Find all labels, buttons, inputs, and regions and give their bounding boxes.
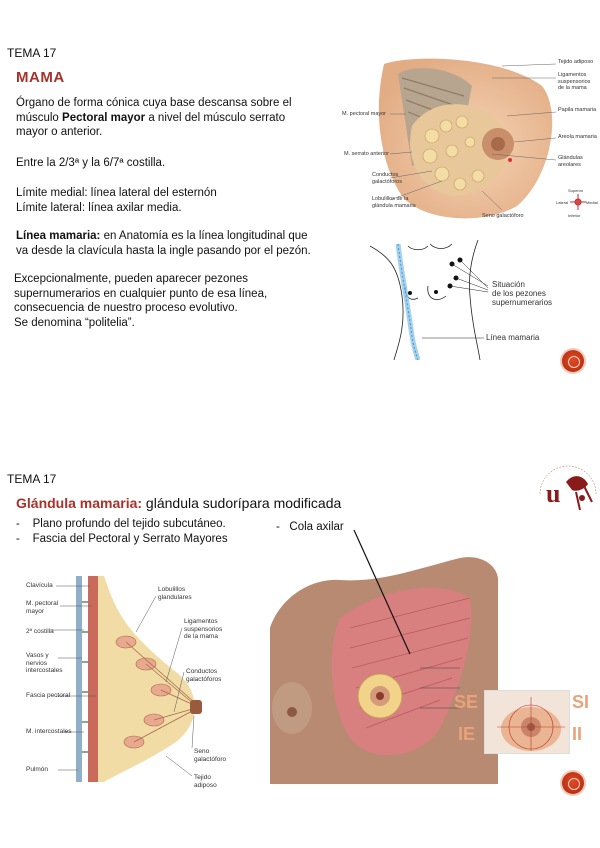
label-ligamentos-2: Ligamentos suspensorios de la mama <box>184 618 223 640</box>
linea-mamaria-text: en Anatomía es la línea longitudinal que <box>100 230 308 242</box>
slide-1-para-1 <box>16 96 356 140</box>
watermark-left-bottom: IE <box>458 724 476 744</box>
breast-anatomy-figure <box>342 56 598 224</box>
para-1-line-1: Órgano de forma cónica cuya base descansa sobre el <box>16 97 292 109</box>
label-seno-galactoforo: Seno galactóforo <box>482 213 524 219</box>
linea-mamaria-line-2: va desde la clavícula hasta la ingle pasando por el pezón. <box>16 244 311 257</box>
slide-2-title <box>16 495 341 511</box>
next-slide-button-1[interactable] <box>562 350 584 372</box>
label-linea-mamaria: Línea mamaria <box>486 333 540 342</box>
slide-1-para-4 <box>16 229 356 258</box>
watermark-right-bottom: II <box>572 724 583 744</box>
bullet-3: - Cola axilar <box>276 521 344 533</box>
breast-photo <box>484 690 570 754</box>
next-slide-button-2[interactable] <box>562 772 584 794</box>
breast-inset-figure <box>454 690 594 754</box>
label-vasos: Vasos y nervios intercostales <box>26 652 63 674</box>
label-lateral: Lateral <box>556 200 569 205</box>
title-rest: glándula sudorípara modificada <box>142 495 342 511</box>
label-conductos: Conductos galactóforos <box>372 172 402 185</box>
label-inferior: Inferior <box>568 213 581 218</box>
svg-text:u: u <box>546 479 561 508</box>
breast-photo-illustration <box>485 691 571 755</box>
situacion-line-1: Situación <box>492 280 525 289</box>
bullet-1: - Plano profundo del tejido subcutáneo. <box>16 518 226 530</box>
bullet-2: - Fascia del Pectoral y Serrato Mayores <box>16 533 228 545</box>
label-papila: Papila mamaria <box>558 107 597 113</box>
label-pulmon: Pulmón <box>26 766 49 773</box>
linea-mamaria-line-1 <box>16 229 356 244</box>
limite-lateral: Límite lateral: línea axilar media. <box>16 201 182 214</box>
bullet-2-text: Fascia del Pectoral y Serrato Mayores <box>32 533 228 545</box>
label-tejido-2: Tejido adiposo <box>194 774 217 789</box>
para-1-line-3: mayor o anterior. <box>16 126 103 138</box>
bullet-1-text: Plano profundo del tejido subcutáneo. <box>32 518 226 530</box>
label-intercostales: M. intercostales <box>26 728 72 735</box>
slide-1-para-5 <box>14 272 267 330</box>
slide-1-title: MAMA <box>16 69 65 86</box>
label-glandulas-areolares: Glándulas areolares <box>558 155 583 168</box>
label-costilla: 2ª costilla <box>26 628 54 635</box>
politelia-line-3: consecuencia de nuestro proceso evolutivo. <box>14 302 238 314</box>
label-lobulillos: Lobulillos de la glándula mamaria <box>372 196 416 209</box>
politelia-line-2: supernumerarios en cualquier punto de esa línea, <box>14 287 268 300</box>
label-conductos-2: Conductos galactóforos <box>186 668 222 683</box>
pectoral-mayor-bold: Pectoral mayor <box>62 111 146 124</box>
label-superior: Superior <box>568 188 584 193</box>
linea-mamaria-bold: Línea mamaria: <box>16 230 101 242</box>
limite-medial: Límite medial: línea lateral del esternón <box>16 187 217 199</box>
para-1-text: músculo <box>16 111 63 124</box>
label-serrato: M. serrato anterior <box>344 151 389 157</box>
label-pectoral-mayor-2: M. pectoral mayor <box>26 600 59 615</box>
sagittal-section-figure <box>26 572 227 789</box>
label-ligamentos: Ligamentos suspensorios de la mama <box>558 72 591 91</box>
label-fascia: Fascia pectoral <box>26 692 71 699</box>
bullet-3-text: Cola axilar <box>289 521 344 533</box>
label-seno-2: Seno galactóforo <box>194 748 227 763</box>
mammary-line-figure <box>368 236 568 360</box>
politelia-line-4: Se denomina “politelia”. <box>14 316 135 329</box>
glandula-mamaria-bold: Glándula mamaria: <box>16 495 143 511</box>
label-clavicula: Clavícula <box>26 582 53 589</box>
slide-2-tema: TEMA 17 <box>7 472 57 486</box>
para-1-line-2 <box>16 111 356 126</box>
label-pectoral-mayor: M. pectoral mayor <box>342 111 387 117</box>
slide-1-para-3 <box>16 186 217 215</box>
watermark-left-top: SE <box>454 692 479 712</box>
bullet-list <box>16 517 228 547</box>
watermark-right-top: SI <box>572 692 590 712</box>
university-seal-icon <box>536 462 600 526</box>
politelia-line-1: Excepcionalmente, pueden aparecer pezones <box>14 273 248 285</box>
situacion-line-2: de los pezones <box>492 289 546 298</box>
para-1-text-2: a nivel del músculo serrato <box>145 111 286 124</box>
slide-1-para-2: Entre la 2/3ª y la 6/7ª costilla. <box>16 157 166 169</box>
label-medial: Medial <box>586 200 598 205</box>
label-lobulillos-2: Lobulillos glandulares <box>158 586 192 601</box>
label-tejido-adiposo: Tejido adiposo <box>558 59 594 65</box>
label-areola: Areola mamaria <box>558 134 597 140</box>
slide-1-tema: TEMA 17 <box>7 46 57 60</box>
university-logo <box>536 462 600 526</box>
label-situacion <box>492 280 552 307</box>
situacion-line-3: supernumerarios <box>492 298 553 307</box>
